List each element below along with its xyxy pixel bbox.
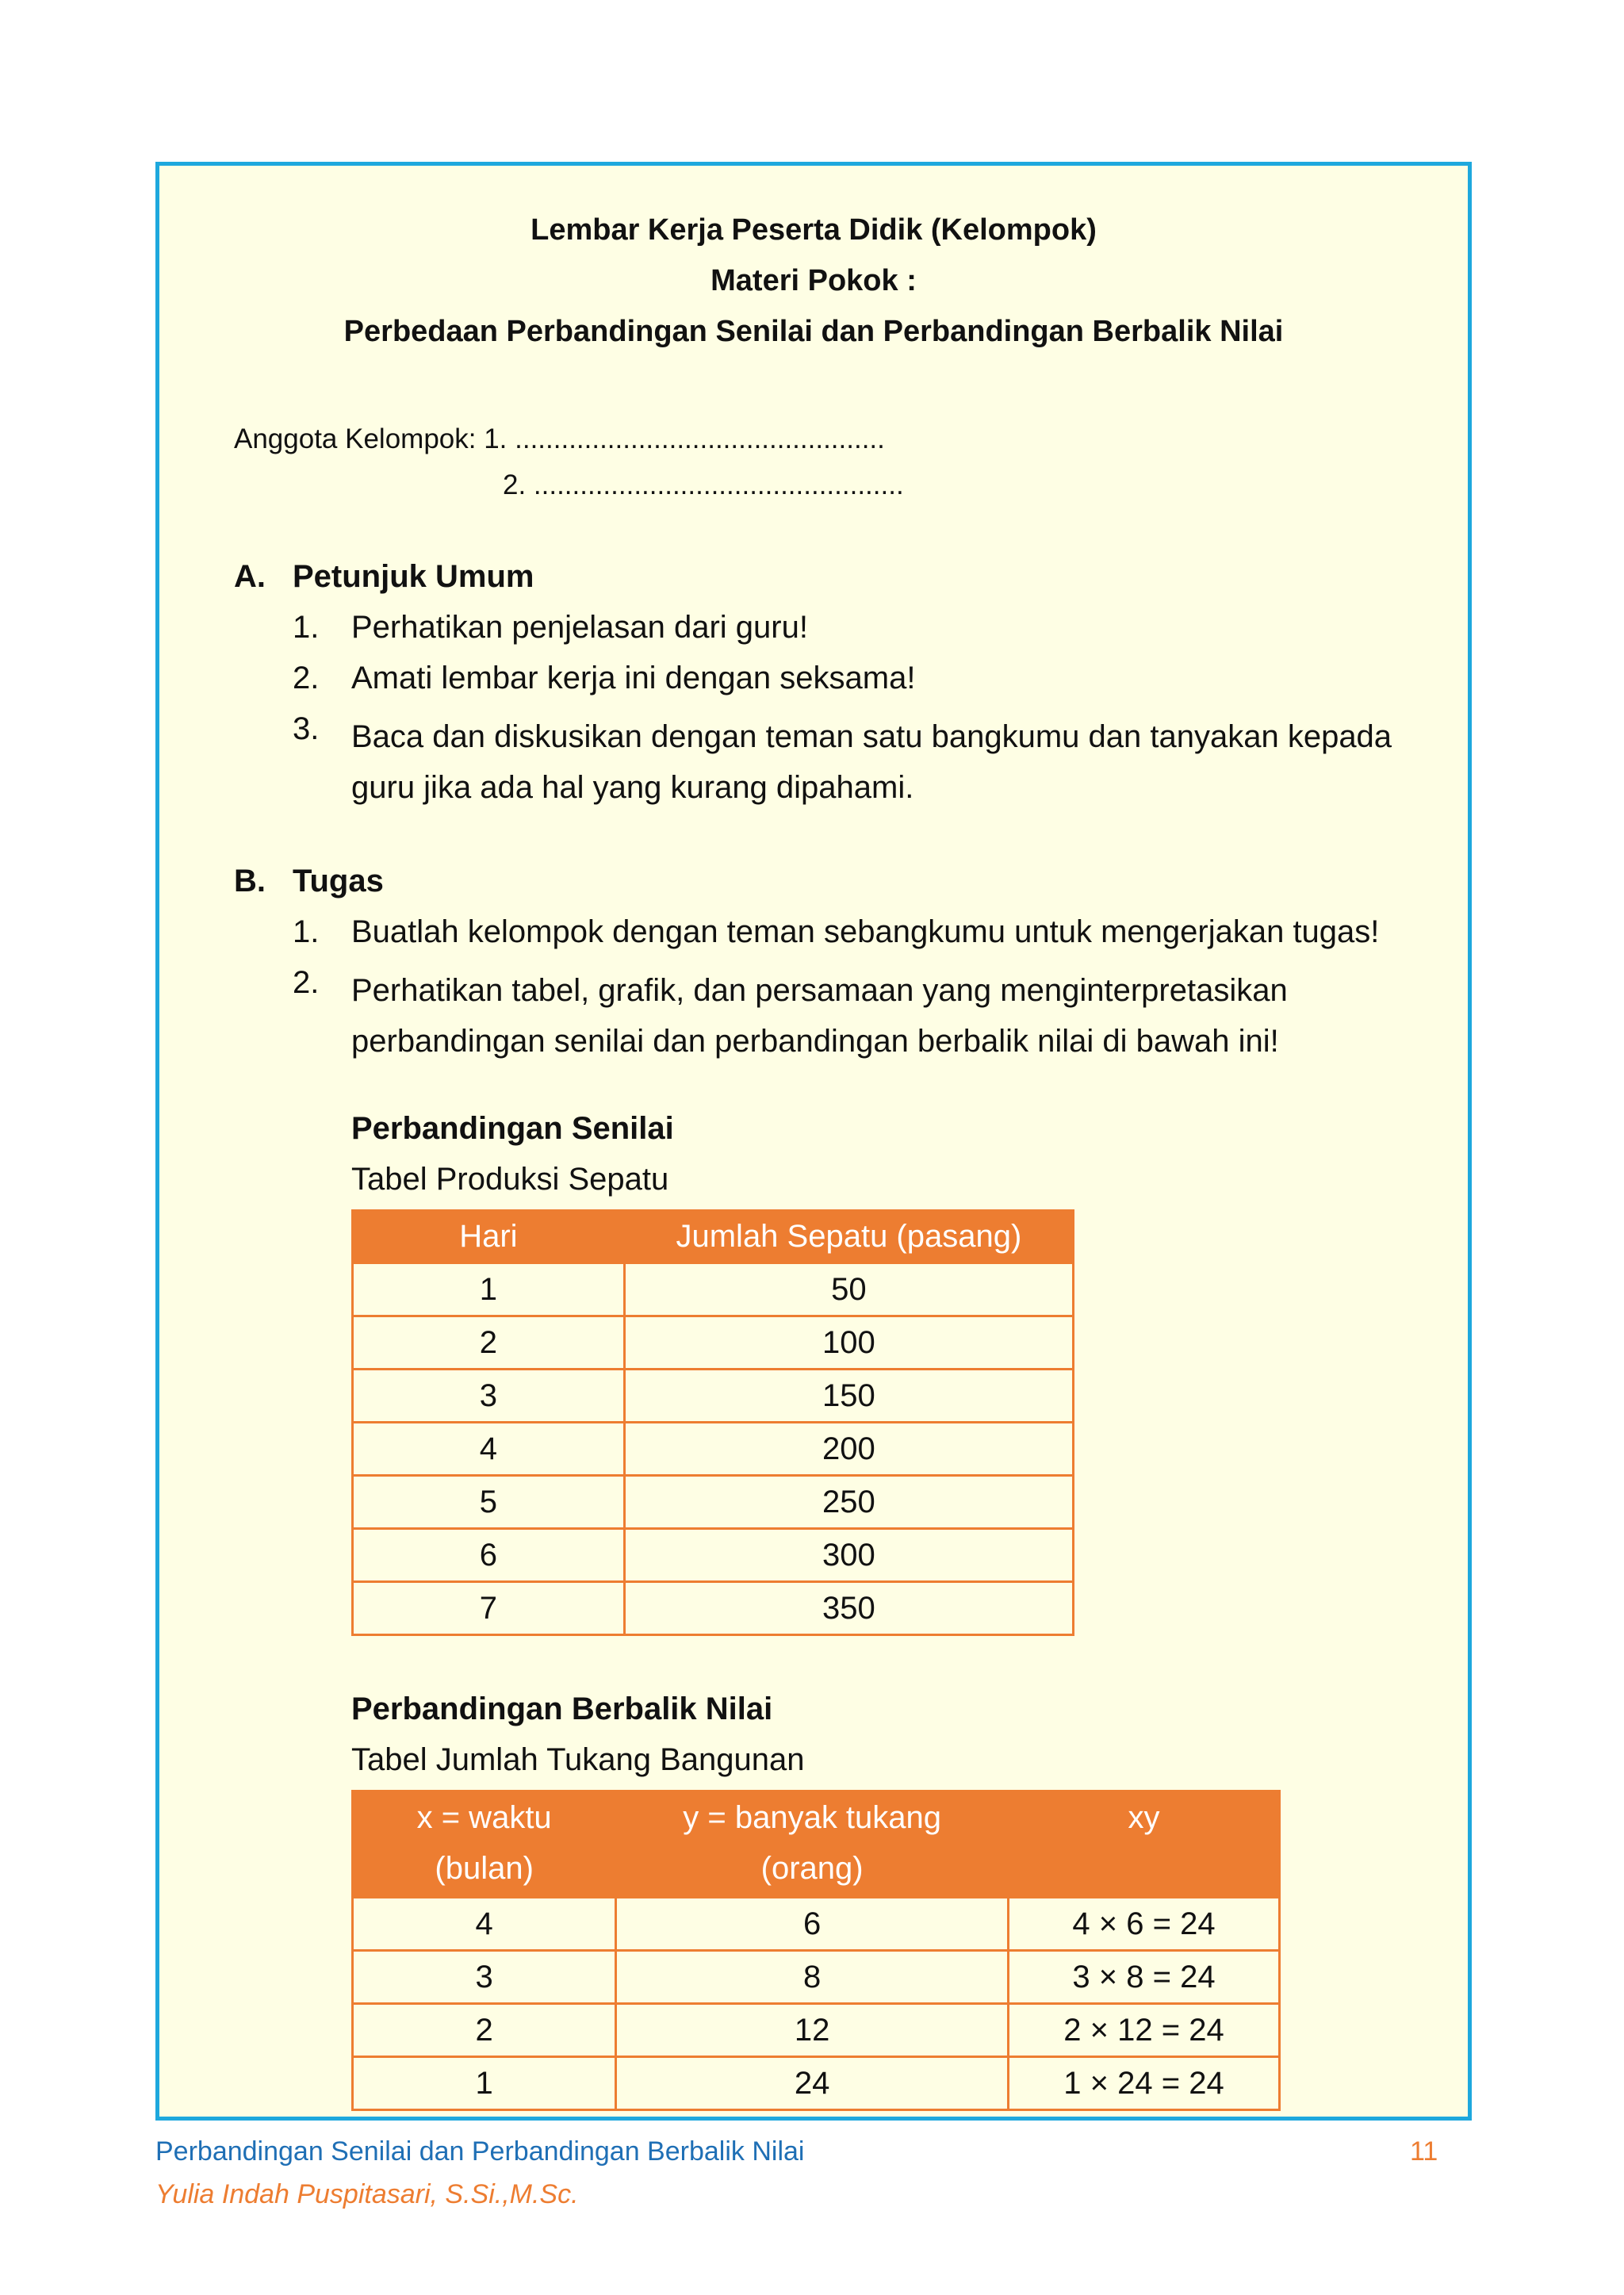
section-b-item-2-text: Perhatikan tabel, grafik, dan persamaan yang menginterpretasikan perbandingan senilai dan perbandingan berbalik nilai di bawah ini!	[351, 973, 1288, 1059]
section-b-item-1-text: Buatlah kelompok dengan teman sebangkumu untuk mengerjakan tugas!	[351, 914, 1380, 949]
table-row	[353, 1582, 1074, 1635]
table-row	[353, 1951, 1280, 2004]
section-b-item-2-number: 2.	[293, 965, 320, 1000]
table-row	[353, 1529, 1074, 1582]
senilai-table	[351, 1209, 1074, 1636]
table-cell: 250	[624, 1476, 1073, 1529]
section-a-item-1-text: Perhatikan penjelasan dari guru!	[351, 610, 808, 645]
footer-page-number: 11	[1410, 2136, 1438, 2167]
materi-pokok-label: Materi Pokok :	[710, 264, 917, 297]
berbalik-header-x-line2: (bulan)	[435, 1851, 534, 1886]
table-row	[353, 1316, 1074, 1370]
footer-author: Yulia Indah Puspitasari, S.Si.,M.Sc.	[155, 2179, 579, 2209]
table-row	[353, 1898, 1280, 1951]
table-cell: 300	[624, 1529, 1073, 1582]
section-a-label: A.	[234, 559, 266, 594]
worksheet-title: Lembar Kerja Peserta Didik (Kelompok)	[530, 213, 1097, 247]
table-cell: 50	[624, 1263, 1073, 1316]
berbalik-header-row	[353, 1791, 1280, 1898]
table-cell: 2	[353, 2004, 616, 2057]
table-cell: 4	[353, 1423, 625, 1476]
table-cell: 12	[616, 2004, 1009, 2057]
table-row	[353, 2004, 1280, 2057]
materi-title: Perbedaan Perbandingan Senilai dan Perbandingan Berbalik Nilai	[343, 315, 1284, 348]
table-cell: 7	[353, 1582, 625, 1635]
table-cell: 150	[624, 1370, 1073, 1423]
berbalik-header-y-line1: y = banyak tukang	[683, 1800, 942, 1835]
section-b-item-1-number: 1.	[293, 914, 320, 949]
berbalik-caption: Tabel Jumlah Tukang Bangunan	[351, 1742, 805, 1777]
section-b-title: Tugas	[293, 864, 384, 898]
table-cell: 24	[616, 2057, 1009, 2110]
table-cell: 100	[624, 1316, 1073, 1370]
table-row	[353, 1476, 1074, 1529]
berbalik-header-xy	[1009, 1791, 1280, 1898]
table-cell: 2	[353, 1316, 625, 1370]
table-cell: 8	[616, 1951, 1009, 2004]
table-cell: 2 × 12 = 24	[1009, 2004, 1280, 2057]
section-b-label: B.	[234, 864, 266, 898]
senilai-caption: Tabel Produksi Sepatu	[351, 1162, 669, 1197]
section-a-item-2-number: 2.	[293, 661, 320, 695]
table-cell: 1 × 24 = 24	[1009, 2057, 1280, 2110]
table-cell: 3	[353, 1370, 625, 1423]
table-row	[353, 1423, 1074, 1476]
senilai-header-hari: Hari	[353, 1211, 625, 1263]
section-a-item-2-text: Amati lembar kerja ini dengan seksama!	[351, 661, 916, 695]
table-cell: 3	[353, 1951, 616, 2004]
section-a-title: Petunjuk Umum	[293, 559, 534, 594]
berbalik-header-y	[616, 1791, 1009, 1898]
anggota-kelompok-line-2: 2. ................................................	[503, 469, 904, 500]
berbalik-header-xy-line1: xy	[1128, 1800, 1160, 1835]
table-cell: 1	[353, 2057, 616, 2110]
senilai-header-row	[353, 1211, 1074, 1263]
berbalik-header-y-line2: (orang)	[760, 1851, 864, 1886]
senilai-header-jumlah: Jumlah Sepatu (pasang)	[624, 1211, 1073, 1263]
table-cell: 350	[624, 1582, 1073, 1635]
berbalik-header-x	[353, 1791, 616, 1898]
table-row	[353, 2057, 1280, 2110]
footer-book-title: Perbandingan Senilai dan Perbandingan Berbalik Nilai	[155, 2136, 805, 2167]
table-cell: 6	[616, 1898, 1009, 1951]
anggota-kelompok-line-1: Anggota Kelompok: 1. ................................................	[234, 423, 885, 454]
worksheet-frame	[155, 162, 1472, 2121]
berbalik-table	[351, 1790, 1281, 2111]
table-cell: 3 × 8 = 24	[1009, 1951, 1280, 2004]
table-cell: 4 × 6 = 24	[1009, 1898, 1280, 1951]
table-cell: 200	[624, 1423, 1073, 1476]
berbalik-heading: Perbandingan Berbalik Nilai	[351, 1692, 773, 1726]
table-cell: 4	[353, 1898, 616, 1951]
table-cell: 6	[353, 1529, 625, 1582]
berbalik-header-x-line1: x = waktu	[416, 1800, 552, 1835]
table-row	[353, 1370, 1074, 1423]
table-cell: 1	[353, 1263, 625, 1316]
table-row	[353, 1263, 1074, 1316]
table-cell: 5	[353, 1476, 625, 1529]
section-a-item-1-number: 1.	[293, 610, 320, 645]
section-a-item-3-number: 3.	[293, 711, 320, 746]
senilai-heading: Perbandingan Senilai	[351, 1111, 674, 1146]
section-a-item-3-text: Baca dan diskusikan dengan teman satu bangkumu dan tanyakan kepada guru jika ada hal yang kurang dipahami.	[351, 719, 1392, 805]
